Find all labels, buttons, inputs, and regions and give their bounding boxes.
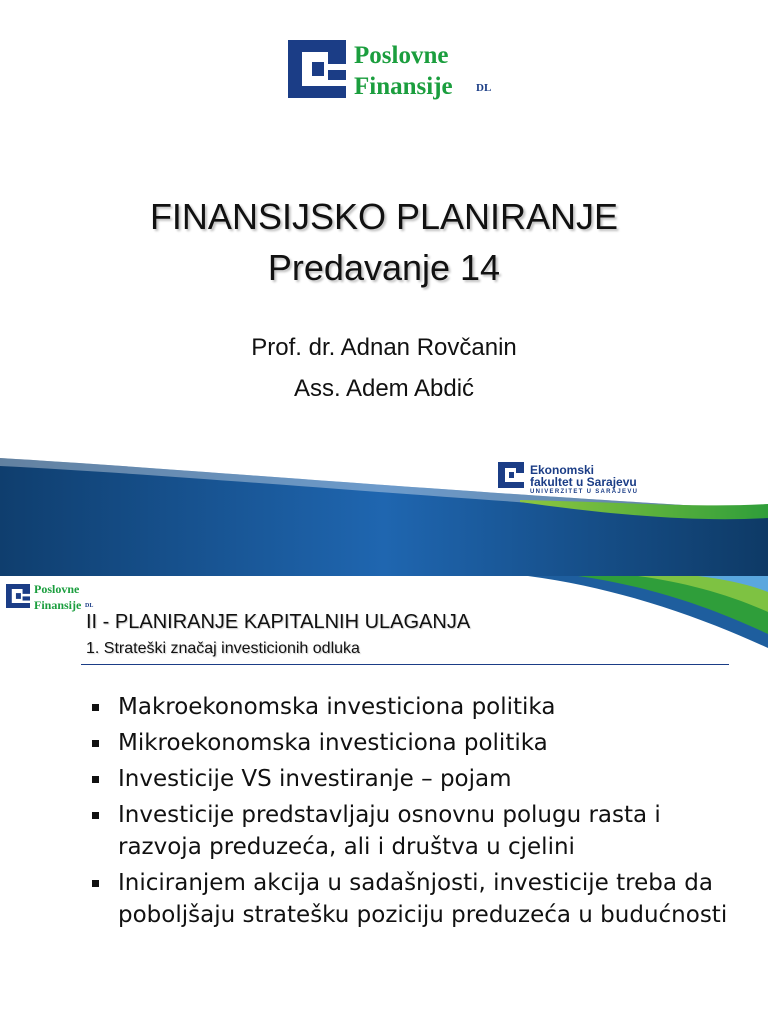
bullet-list (88, 691, 728, 935)
bullet-square-icon (92, 704, 99, 711)
logo-text-line2: Finansije (34, 598, 82, 612)
slide-subtitle: Predavanje 14 (267, 247, 501, 288)
pf-logo-icon (6, 584, 30, 608)
logo-suffix: DL (476, 82, 492, 94)
list-item-text: Mikroekonomska investiciona politika (118, 730, 548, 756)
bullet-square-icon (92, 776, 99, 783)
bullet-square-icon (92, 740, 99, 747)
list-item (88, 799, 728, 863)
list-item (88, 691, 728, 723)
logo-text-line2: Finansije (354, 73, 453, 100)
list-item-text: Investicije VS investiranje – pojam (118, 766, 512, 792)
decorative-wave-band (0, 440, 768, 576)
university-name: UNIVERZITET U SARAJEVU (530, 489, 639, 495)
list-item-text: Investicije predstavljaju osnovnu polugu rasta i razvoja preduzeća, ali i društva u cjelini (118, 802, 661, 860)
efsa-logo-icon (498, 462, 524, 488)
list-item-text: Makroekonomska investiciona politika (118, 694, 556, 720)
faculty-name-line2: fakultet u Sarajevu (530, 475, 637, 489)
section-heading: II - PLANIRANJE KAPITALNIH ULAGANJA (86, 611, 471, 633)
list-item (88, 867, 728, 931)
decorative-corner-band (468, 576, 768, 648)
logo-text-line1: Poslovne (354, 42, 449, 69)
faculty-logo (498, 462, 638, 498)
section-subheading: 1. Strateški značaj investicionih odluka (86, 640, 360, 657)
bullet-square-icon (92, 880, 99, 887)
poslovne-finansije-logo (288, 40, 518, 104)
list-item (88, 763, 728, 795)
list-item (88, 727, 728, 759)
list-item-text: Iniciranjem akcija u sadašnjosti, investicije treba da poboljšaju stratešku poziciju preduzeća u budućnosti (118, 870, 728, 928)
logo-text-line1: Poslovne (34, 582, 80, 596)
faculty-name-line1: Ekonomski (530, 463, 595, 477)
slide-title: FINANSIJSKO PLANIRANJE (149, 196, 619, 237)
bullet-square-icon (92, 812, 99, 819)
author-professor: Prof. dr. Adnan Rovčanin (251, 334, 517, 361)
logo-suffix: DL (85, 603, 94, 609)
content-slide (0, 576, 768, 1024)
pf-logo-icon (288, 40, 346, 98)
heading-divider (81, 664, 729, 665)
author-assistant: Ass. Adem Abdić (293, 375, 475, 402)
